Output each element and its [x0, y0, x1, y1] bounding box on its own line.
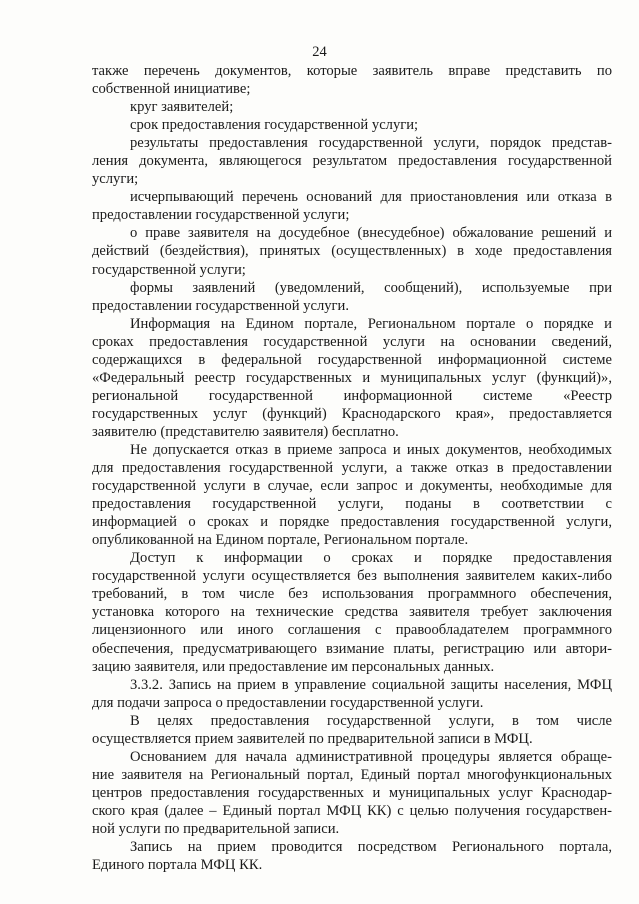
text-line: сроках предоставления государственной услуги на основании сведений, — [92, 333, 612, 350]
text-line: собственной инициативе; — [92, 81, 251, 98]
document-body — [92, 62, 612, 874]
paragraph — [92, 98, 612, 116]
text-line: 3.3.2. Запись на прием в управление социальной защиты населения, МФЦ — [130, 676, 612, 693]
text-line: региональной государственной информационной системе «Реестр — [92, 387, 612, 404]
text-line: государственных услуг (функций) Краснодарского края», предоставляется — [92, 405, 612, 422]
text-line: также перечень документов, которые заявитель вправе представить по — [92, 63, 612, 79]
text-line: опубликованной на Едином портале, Региональном портале. — [92, 532, 469, 549]
text-line: информацией о сроках и порядке предоставления государственной услуги, — [92, 514, 612, 531]
paragraph — [92, 549, 612, 675]
text-line: для подачи запроса о предоставлении государственной услуги. — [92, 694, 484, 711]
text-line: Информация на Едином портале, Региональном портале о порядке и — [130, 315, 612, 332]
text-line: Не допускается отказ в приеме запроса и иных документов, необходимых — [130, 441, 612, 458]
text-line: срок предоставления государственной услуги; — [130, 117, 419, 134]
paragraph — [92, 441, 612, 549]
paragraph — [92, 62, 612, 98]
paragraph — [92, 134, 612, 188]
text-line: заявителю (представителю заявителя) бесплатно. — [92, 423, 399, 440]
text-line: предоставлении государственной услуги; — [92, 207, 350, 224]
paragraph — [92, 676, 612, 712]
text-line: ского края (далее – Единый портал МФЦ КК) с целью получения государствен- — [92, 802, 612, 819]
text-line: содержащихся в федеральной государственной информационной системе — [92, 351, 612, 368]
paragraph — [92, 315, 612, 441]
text-line: обеспечения, предусматривающего взимание платы, регистрацию или автори- — [92, 640, 612, 657]
text-line: результаты предоставления государственной услуги, порядок представ- — [130, 135, 612, 152]
paragraph — [92, 279, 612, 315]
text-line: исчерпывающий перечень оснований для приостановления или отказа в — [130, 189, 612, 206]
text-line: лицензионного или иного соглашения с правообладателем программного — [92, 622, 612, 639]
text-line: действий (бездействия), принятых (осуществленных) в ходе предоставления — [92, 243, 612, 260]
text-line: требований, в том числе без использования программного обеспечения, — [92, 586, 612, 603]
text-line: ной услуги по предварительной записи. — [92, 820, 340, 837]
paragraph — [92, 116, 612, 134]
text-line: круг заявителей; — [130, 99, 234, 116]
paragraph — [92, 838, 612, 874]
text-line: ние заявителя на Региональный портал, Единый портал многофункциональных — [92, 766, 612, 783]
page-number: 24 — [312, 44, 327, 60]
text-line: Основанием для начала административной процедуры является обраще- — [130, 748, 612, 765]
text-line: Запись на прием проводится посредством Регионального портала, — [130, 839, 612, 856]
text-line: Доступ к информации о сроках и порядке предоставления — [130, 550, 612, 567]
text-line: о праве заявителя на досудебное (внесудебное) обжалование решений и — [130, 225, 612, 242]
text-line: центров предоставления государственных и муниципальных услуг Краснодар- — [92, 784, 612, 801]
paragraph — [92, 188, 612, 224]
text-line: формы заявлений (уведомлений, сообщений), используемые при — [130, 279, 612, 296]
text-line: Единого портала МФЦ КК. — [92, 857, 263, 874]
text-line: ления документа, являющегося результатом предоставления государственной — [92, 153, 612, 170]
text-line: для предоставления государственной услуги, а также отказ в предоставлении — [92, 460, 612, 477]
paragraph — [92, 712, 612, 748]
text-line: государственной услуги; — [92, 261, 246, 278]
text-line: осуществляется прием заявителей по предварительной записи в МФЦ. — [92, 730, 533, 747]
text-line: В целях предоставления государственной услуги, в том числе — [130, 712, 612, 729]
paragraph — [92, 224, 612, 278]
text-line: государственной услуги в случае, если запрос и документы, необходимые для — [92, 478, 612, 495]
text-line: государственной услуги осуществляется без выполнения заявителем каких-либо — [92, 568, 612, 585]
text-line: предоставлении государственной услуги. — [92, 297, 349, 314]
text-line: услуги; — [92, 171, 139, 188]
text-line: предоставления государственной услуги, поданы в соответствии с — [92, 496, 612, 513]
paragraph — [92, 748, 612, 838]
text-line: «Федеральный реестр государственных и муниципальных услуг (функций)», — [92, 369, 612, 386]
text-line: зацию заявителя, или предоставление им персональных данных. — [92, 658, 495, 675]
text-line: установка которого на технические средства заявителя требует заключения — [92, 604, 612, 621]
